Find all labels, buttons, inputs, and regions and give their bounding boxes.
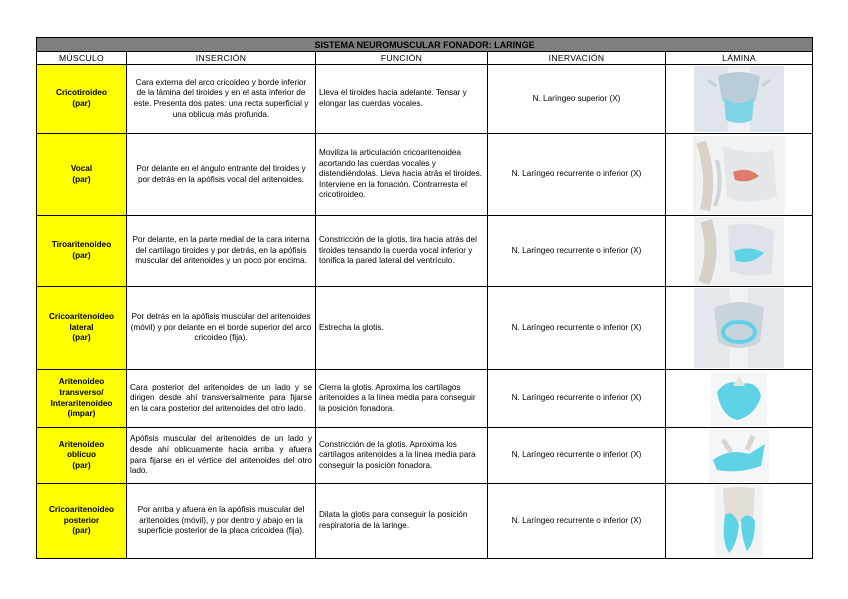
muscle-table: [36, 37, 813, 559]
plate-cell: [666, 428, 813, 484]
insertion-cell: Por delante, en la parte medial de la cara interna del cartílago tiroides y por detrás, en la apófisis muscular del aritenoides y un poco por encima.: [127, 216, 316, 287]
innervation-cell: N. Laríngeo superior (X): [488, 65, 666, 134]
header-muscle: MÚSCULO: [37, 52, 127, 65]
table-row: [37, 370, 813, 428]
table-title: SISTEMA NEUROMUSCULAR FONADOR: LARINGE: [37, 38, 813, 52]
cricoarytenoid-posterior-icon: [715, 485, 763, 557]
table-row: [37, 428, 813, 484]
insertion-cell: Cara externa del arco cricoideo y borde inferior de la lámina del tiroides y en el asta inferior de este. Presenta dos pates: una recta superficial y una oblicua más profunda.: [127, 65, 316, 134]
larynx-top-icon: [694, 288, 784, 368]
insertion-cell: Por delante en el ángulo entrante del tiroides y por detrás en la apófisis vocal del aritenoides.: [127, 134, 316, 216]
muscle-name: Cricotiroideo (par): [37, 65, 127, 134]
arytenoid-transverse-icon: [711, 372, 767, 426]
header-innervation: INERVACIÓN: [488, 52, 666, 65]
larynx-front-icon: [694, 66, 784, 132]
table-title-row: [37, 38, 813, 52]
plate-cell: [666, 216, 813, 287]
innervation-cell: N. Laríngeo recurrente o inferior (X): [488, 287, 666, 370]
table-row: [37, 216, 813, 287]
header-function: FUNCIÓN: [316, 52, 488, 65]
muscle-name: Cricoaritenoideo lateral (par): [37, 287, 127, 370]
muscle-name: Tiroaritenoideo (par): [37, 216, 127, 287]
table-row: [37, 484, 813, 559]
function-cell: Moviliza la articulación cricoaritenoidea acortando las cuerdas vocales y distendiéndolas. Lleva hacia atrás el tiroides. Interviene en la fonación. Contrarresta el cricotiroideo.: [316, 134, 488, 216]
innervation-cell: N. Laríngeo recurrente o inferior (X): [488, 370, 666, 428]
table-header-row: [37, 52, 813, 65]
plate-cell: [666, 65, 813, 134]
insertion-cell: Por detrás en la apófisis muscular del aritenoides (móvil) y por delante en el borde superior del arco cricoideo (fija).: [127, 287, 316, 370]
plate-cell: [666, 287, 813, 370]
function-cell: Constricción de la glotis. Aproxima los cartílagos aritenoides a la línea media para conseguir la posición fonadora.: [316, 428, 488, 484]
larynx-side-icon: [693, 136, 785, 214]
function-cell: Dilata la glotis para conseguir la posición respiratoria de la laringe.: [316, 484, 488, 559]
function-cell: Constricción de la glotis, tira hacia atrás del tiroides tensando la cuerda vocal inferior y tonifica la pared lateral del ventrículo.: [316, 216, 488, 287]
muscle-name: Vocal (par): [37, 134, 127, 216]
muscle-name: Aritenoideo transverso/ Interaritenoideo (impar): [37, 370, 127, 428]
innervation-cell: N. Laríngeo recurrente o inferior (X): [488, 134, 666, 216]
innervation-cell: N. Laríngeo recurrente o inferior (X): [488, 216, 666, 287]
function-cell: Estrecha la glotis.: [316, 287, 488, 370]
table-row: [37, 134, 813, 216]
function-cell: Lleva el tiroides hacia adelante. Tensar y elongar las cuerdas vocales.: [316, 65, 488, 134]
header-plate: LÁMINA: [666, 52, 813, 65]
header-insertion: INSERCIÓN: [127, 52, 316, 65]
muscle-name: Cricoaritenoideo posterior (par): [37, 484, 127, 559]
insertion-cell: Cara posterior del aritenoides de un lado y se dirigen desde ahí transversalmente para fijarse en la cara posterior del aritenoides del otro lado.: [127, 370, 316, 428]
table-row: [37, 287, 813, 370]
plate-cell: [666, 484, 813, 559]
function-cell: Cierra la glotis. Aproxima los cartílagos aritenoides a la línea media para conseguir la posición fonadora.: [316, 370, 488, 428]
arytenoid-oblique-icon: [709, 430, 769, 482]
insertion-cell: Apófisis muscular del aritenoides de un lado y desde ahí oblicuamente hacia arriba y afuera para fijarse en el vértice del aritenoides del otro lado.: [127, 428, 316, 484]
larynx-oblique-icon: [694, 217, 784, 285]
innervation-cell: N. Laríngeo recurrente o inferior (X): [488, 428, 666, 484]
plate-cell: [666, 134, 813, 216]
muscle-name: Aritenoideo oblicuo (par): [37, 428, 127, 484]
table-row: [37, 65, 813, 134]
innervation-cell: N. Laríngeo recurrente o inferior (X): [488, 484, 666, 559]
insertion-cell: Por arriba y afuera en la apófisis muscular del aritenoides (móvil), y por dentro y abajo en la superficie posterior de la placa cricoidea (fija).: [127, 484, 316, 559]
plate-cell: [666, 370, 813, 428]
